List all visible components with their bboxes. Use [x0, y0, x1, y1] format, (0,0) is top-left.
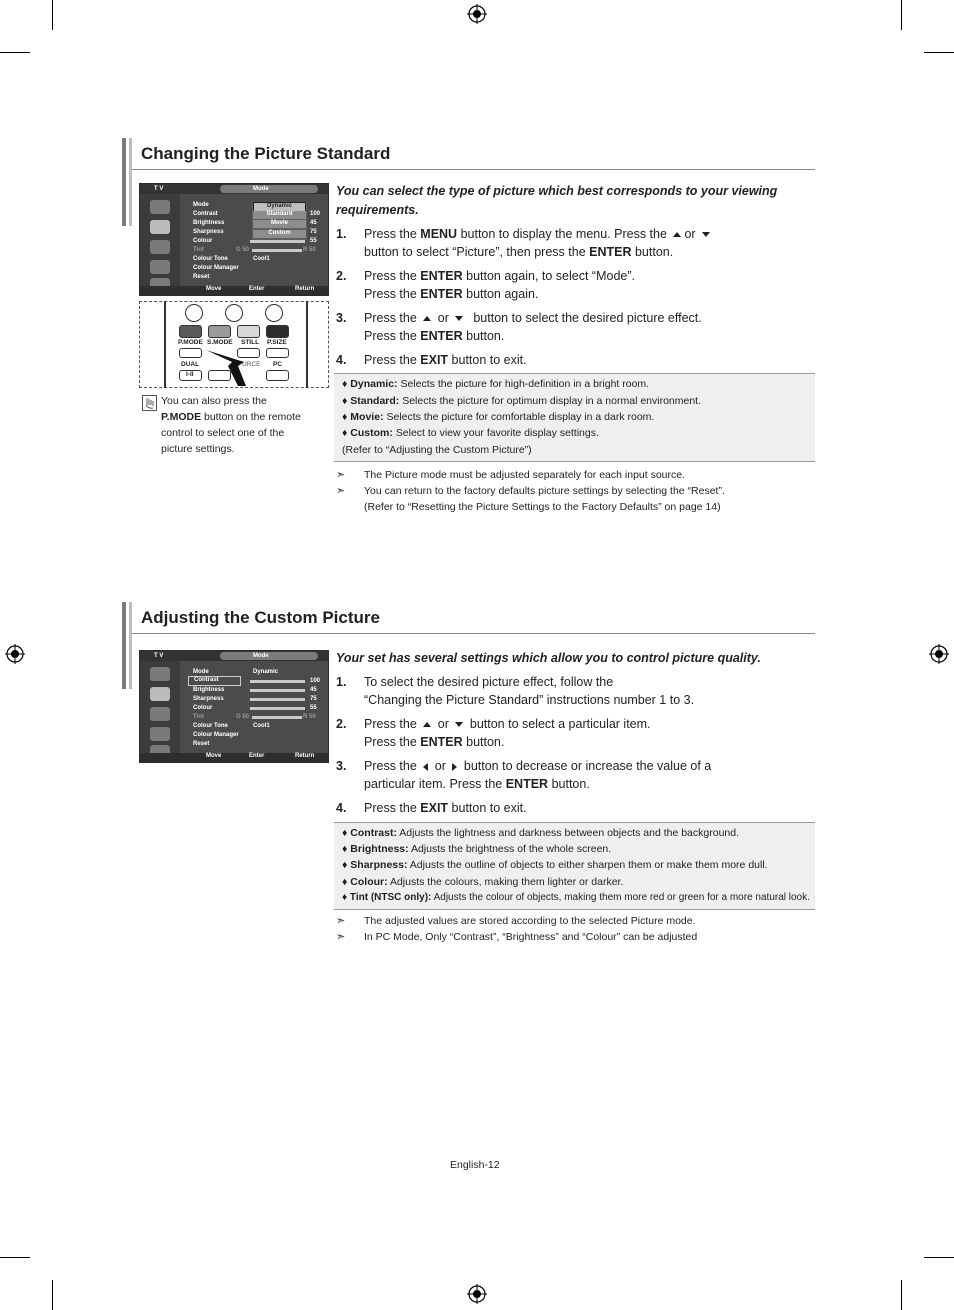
note-item	[336, 913, 806, 929]
side-note-line: You can also press the	[161, 395, 267, 407]
picture-mode-info-box	[334, 373, 815, 462]
menu-value-contrast: 100	[310, 211, 321, 217]
tint-slider	[252, 249, 302, 252]
dual-button-label: I-II	[186, 371, 194, 378]
remote-round-button	[265, 304, 283, 322]
step-line: To select the desired picture effect, follow the	[364, 675, 614, 689]
tint-r-value: R 50	[303, 714, 316, 720]
remote-control-illustration	[139, 301, 329, 388]
side-note-line: control to select one of the	[161, 427, 285, 439]
note-item	[336, 483, 806, 499]
menu-row-colour-manager: Colour Manager	[193, 265, 239, 271]
section-bar	[129, 602, 132, 689]
bullet-reference: (Refer to “Adjusting the Custom Picture”)	[342, 444, 532, 456]
intro-line: requirements.	[336, 203, 419, 217]
step-number: 2.	[336, 269, 347, 283]
bullet-desc: Selects the picture for optimum display in a normal environment.	[399, 395, 702, 407]
step-number: 3.	[336, 311, 347, 325]
bullet-colour: ♦ Colour: Adjusts the colours, making them lighter or darker.	[342, 876, 624, 888]
step-text: Press the	[364, 227, 421, 241]
up-arrow-icon	[423, 722, 431, 727]
step-text: Press the	[364, 329, 421, 343]
notes	[336, 467, 806, 515]
registration-mark-icon	[467, 1284, 487, 1304]
step-line	[364, 757, 711, 775]
right-arrow-icon	[452, 763, 457, 771]
mode-option-standard: Standard	[253, 211, 306, 219]
mode-option-movie: Movie	[253, 220, 306, 228]
side-note	[161, 393, 301, 457]
step-line	[364, 799, 527, 817]
note-arrow-icon: ➣	[336, 469, 346, 481]
exit-key: EXIT	[420, 801, 449, 815]
menu-sidebar	[140, 661, 180, 754]
crop-mark	[924, 52, 954, 53]
menu-row-colour: Colour	[193, 705, 213, 711]
step-text: Press the	[364, 311, 417, 325]
still-button	[237, 325, 260, 338]
menu-row-colour-manager: Colour Manager	[193, 732, 239, 738]
step-number: 4.	[336, 353, 347, 367]
step-3	[336, 309, 806, 345]
step-text: button to select “Picture”, then press the	[364, 245, 590, 259]
bullet-term: Dynamic:	[350, 378, 398, 390]
step-text: button to select the desired picture effect.	[473, 311, 702, 325]
step-text: or	[437, 717, 449, 731]
menu-row-mode: Mode	[193, 669, 209, 675]
registration-mark-icon	[467, 4, 487, 24]
menu-row-colour: Colour	[193, 238, 213, 244]
step-text: button to exit.	[448, 801, 527, 815]
step-2	[336, 267, 806, 303]
side-note-text: button on the remote	[201, 411, 301, 423]
intro-line: You can select the type of picture which best corresponds to your viewing	[336, 184, 778, 198]
menu-value-brightness: 45	[310, 687, 317, 693]
psize-label: P.SIZE	[267, 339, 287, 346]
menu-row-sharpness: Sharpness	[193, 229, 224, 235]
tint-g-value: G 50	[236, 247, 250, 253]
note-item	[336, 499, 806, 515]
picture-icon	[150, 667, 170, 681]
psize-button	[266, 325, 289, 338]
step-text: Press the	[364, 287, 421, 301]
step-4	[336, 351, 806, 369]
step-number: 3.	[336, 759, 347, 773]
bullet-tint: ♦ Tint (NTSC only): Adjusts the colour of objects, making them more red or green for a more natural look.	[342, 892, 810, 903]
note-text: You can return to the factory defaults picture settings by selecting the “Reset”.	[364, 485, 725, 497]
step-text: Press the	[364, 353, 421, 367]
down-arrow-icon	[455, 316, 463, 321]
step-text: button to decrease or increase the value of a	[463, 759, 712, 773]
step-text: or	[437, 311, 449, 325]
bullet-desc: Select to view your favorite display settings.	[392, 427, 599, 439]
menu-value-brightness: 45	[310, 220, 317, 226]
menu-row-colour-tone: Colour Tone	[193, 723, 228, 729]
remote-button	[266, 348, 289, 358]
bullet-term: Brightness:	[350, 843, 409, 855]
menu-row-colour-tone: Colour Tone	[193, 256, 228, 262]
note-text: In PC Mode, Only “Contrast”, “Brightness” and “Colour” can be adjusted	[364, 931, 698, 943]
down-arrow-icon	[702, 232, 710, 237]
step-text: Press the	[364, 801, 421, 815]
step-text: Press the	[364, 759, 417, 773]
mode-option-custom: Custom	[253, 230, 306, 238]
tv-menu-screenshot	[139, 183, 329, 296]
smode-label: S.MODE	[207, 339, 233, 346]
bullet-desc: Selects the picture for high-definition in a bright room.	[397, 378, 650, 390]
step-line	[364, 267, 635, 285]
step-text: button to display the menu. Press the	[457, 227, 667, 241]
step-text: Press the	[364, 717, 417, 731]
step-3	[336, 757, 806, 793]
menu-value-contrast: 100	[310, 678, 321, 684]
side-note-line: picture settings.	[161, 443, 235, 455]
menu-value-colour: 55	[310, 238, 317, 244]
crop-mark	[52, 1280, 53, 1310]
crop-mark	[0, 1257, 30, 1258]
bullet-custom: ♦ Custom: Select to view your favorite display settings.	[342, 427, 599, 439]
channel-icon	[150, 727, 170, 741]
menu-key: MENU	[420, 227, 458, 241]
menu-header-title: Mode	[253, 186, 269, 192]
step-number: 4.	[336, 801, 347, 815]
step-number: 2.	[336, 717, 347, 731]
step-line	[364, 715, 651, 733]
registration-mark-icon	[5, 644, 25, 664]
tint-r-value: R 50	[303, 247, 316, 253]
still-label: STILL	[241, 339, 260, 346]
enter-key: ENTER	[589, 245, 632, 259]
bullet-contrast: ♦ Contrast: Adjusts the lightness and darkness between objects and the background.	[342, 827, 740, 839]
step-text: button.	[631, 245, 674, 259]
sound-icon	[150, 240, 170, 254]
menu-row-mode: Mode	[193, 202, 209, 208]
bullet-desc: Adjusts the outline of objects to either sharpen them or make them more dull.	[407, 859, 768, 871]
menu-row-contrast: Contrast	[193, 211, 218, 217]
menu-footer-enter: Enter	[249, 753, 265, 759]
bullet-term: Movie:	[350, 411, 384, 423]
registration-mark-icon	[929, 644, 949, 664]
enter-key: ENTER	[420, 329, 463, 343]
menu-row-sharpness: Sharpness	[193, 696, 224, 702]
step-text: button.	[462, 735, 505, 749]
step-text: or	[684, 227, 696, 241]
left-arrow-icon	[423, 763, 428, 771]
note-item	[336, 467, 806, 483]
step-line	[364, 285, 538, 303]
bullet-term: Tint (NTSC only):	[349, 892, 432, 903]
picture-icon	[150, 220, 170, 234]
picture-icon	[150, 200, 170, 214]
hand-note-icon	[142, 395, 157, 411]
step-text: Press the	[364, 735, 421, 749]
section-title: Adjusting the Custom Picture	[141, 608, 380, 627]
pc-label: PC	[273, 361, 283, 368]
crop-mark	[901, 0, 902, 30]
section-intro	[336, 182, 777, 220]
bullet-desc: Selects the picture for comfortable display in a dark room.	[383, 411, 655, 423]
menu-footer-return: Return	[295, 286, 315, 292]
bullet-standard: ♦ Standard: Selects the picture for optimum display in a normal environment.	[342, 395, 702, 407]
bullet-brightness: ♦ Brightness: Adjusts the brightness of the whole screen.	[342, 843, 612, 855]
bullet-desc: Adjusts the lightness and darkness between objects and the background.	[396, 827, 740, 839]
step-text: button again, to select “Mode”.	[462, 269, 635, 283]
tv-menu-screenshot	[139, 650, 329, 763]
colour-tone-value: Cool1	[253, 723, 270, 729]
remote-button	[179, 348, 202, 358]
menu-tv-label: T V	[154, 653, 164, 659]
pmode-term: P.MODE	[161, 411, 202, 423]
menu-row-brightness: Brightness	[193, 687, 225, 693]
menu-row-tint: Tint	[193, 714, 204, 720]
menu-value-colour: 55	[310, 705, 317, 711]
tint-g-value: G 50	[236, 714, 250, 720]
menu-row-tint: Tint	[193, 247, 204, 253]
step-text: particular item. Press the	[364, 777, 506, 791]
menu-row-contrast: Contrast	[188, 676, 241, 686]
bullet-desc: Adjusts the colours, making them lighter or darker.	[387, 876, 624, 888]
step-text: button to exit.	[448, 353, 527, 367]
up-arrow-icon	[423, 316, 431, 321]
menu-footer-move: Move	[206, 286, 222, 292]
bullet-desc: Adjusts the colour of objects, making them more red or green for a more natural look.	[431, 892, 810, 903]
step-text: button again.	[462, 287, 539, 301]
crop-mark	[0, 52, 30, 53]
sound-icon	[150, 707, 170, 721]
menu-row-brightness: Brightness	[193, 220, 225, 226]
step-1	[336, 225, 806, 261]
menu-header-tab	[220, 652, 318, 660]
pc-button	[266, 370, 289, 381]
remote-round-button	[225, 304, 243, 322]
step-number: 1.	[336, 227, 347, 241]
bullet-term: Custom:	[350, 427, 393, 439]
step-1	[336, 673, 806, 709]
section-bar	[122, 138, 126, 226]
crop-mark	[52, 0, 53, 30]
pmode-button	[179, 325, 202, 338]
step-line	[364, 225, 713, 243]
up-arrow-icon	[673, 232, 681, 237]
colour-slider	[250, 707, 305, 710]
section-title: Changing the Picture Standard	[141, 144, 391, 163]
enter-key: ENTER	[420, 735, 463, 749]
menu-row-reset: Reset	[193, 274, 210, 280]
bullet-term: Colour:	[350, 876, 388, 888]
crop-mark	[924, 1257, 954, 1258]
step-line: “Changing the Picture Standard” instructions number 1 to 3.	[364, 693, 695, 707]
bullet-sharpness: ♦ Sharpness: Adjusts the outline of objects to either sharpen them or make them more dull.	[342, 859, 768, 871]
colour-slider	[250, 240, 305, 243]
step-text: or	[434, 759, 446, 773]
menu-value-sharpness: 75	[310, 696, 317, 702]
step-text: button.	[548, 777, 590, 791]
step-2	[336, 715, 806, 751]
notes	[336, 913, 806, 945]
enter-key: ENTER	[420, 287, 463, 301]
source-label: URCE	[242, 361, 261, 368]
step-text: button to select a particular item.	[469, 717, 651, 731]
remote-round-button	[185, 304, 203, 322]
enter-key: ENTER	[420, 269, 463, 283]
note-arrow-icon: ➣	[336, 485, 346, 497]
bullet-term: Sharpness:	[350, 859, 408, 871]
crop-mark	[901, 1280, 902, 1310]
page-number: English-12	[450, 1159, 500, 1171]
section-bar	[129, 138, 132, 226]
pointer-hand-icon	[202, 342, 262, 387]
menu-header-tab	[220, 185, 318, 193]
mode-value: Dynamic	[253, 669, 279, 675]
bullet-desc: Adjusts the brightness of the whole screen.	[408, 843, 612, 855]
dual-label: DUAL	[181, 361, 200, 368]
menu-sidebar	[140, 194, 180, 287]
menu-footer-enter: Enter	[249, 286, 265, 292]
smode-button	[208, 325, 231, 338]
step-line	[364, 309, 702, 327]
sharpness-slider	[250, 698, 305, 701]
brightness-slider	[250, 689, 305, 692]
step-line	[364, 351, 527, 369]
custom-settings-info-box	[334, 822, 815, 910]
section-bar	[122, 602, 126, 689]
section-intro: Your set has several settings which allow you to control picture quality.	[336, 651, 761, 665]
mode-option-dynamic: Dynamic	[253, 202, 306, 212]
colour-tone-value: Cool1	[253, 256, 270, 262]
channel-icon	[150, 260, 170, 274]
step-number: 1.	[336, 675, 347, 689]
down-arrow-icon	[455, 722, 463, 727]
note-text: The Picture mode must be adjusted separately for each input source.	[364, 469, 686, 481]
menu-footer-move: Move	[206, 753, 222, 759]
step-line	[364, 733, 504, 751]
note-item	[336, 929, 806, 945]
step-line	[364, 327, 504, 345]
step-line	[364, 243, 673, 261]
note-text: The adjusted values are stored according to the selected Picture mode.	[364, 915, 696, 927]
menu-row-reset: Reset	[193, 741, 210, 747]
step-text: Press the	[364, 269, 421, 283]
contrast-slider	[250, 680, 305, 683]
note-arrow-icon: ➣	[336, 915, 346, 927]
picture-icon	[150, 687, 170, 701]
exit-key: EXIT	[420, 353, 449, 367]
menu-tv-label: T V	[154, 186, 164, 192]
bullet-movie: ♦ Movie: Selects the picture for comfortable display in a dark room.	[342, 411, 655, 423]
menu-value-sharpness: 75	[310, 229, 317, 235]
section-rule	[132, 169, 815, 170]
menu-footer-return: Return	[295, 753, 315, 759]
bullet-term: Contrast:	[350, 827, 397, 839]
side-note-line	[161, 409, 301, 425]
section-rule	[132, 633, 815, 634]
step-4	[336, 799, 806, 817]
enter-key: ENTER	[505, 777, 549, 791]
step-text: button.	[462, 329, 505, 343]
menu-header-title: Mode	[253, 653, 269, 659]
pmode-label: P.MODE	[178, 339, 203, 346]
bullet-dynamic: ♦ Dynamic: Selects the picture for high-definition in a bright room.	[342, 378, 650, 390]
note-arrow-icon: ➣	[336, 931, 346, 943]
bullet-term: Standard:	[350, 395, 400, 407]
step-line	[364, 775, 590, 793]
tint-slider	[252, 716, 302, 719]
note-text: (Refer to “Resetting the Picture Settings to the Factory Defaults” on page 14)	[364, 501, 721, 513]
